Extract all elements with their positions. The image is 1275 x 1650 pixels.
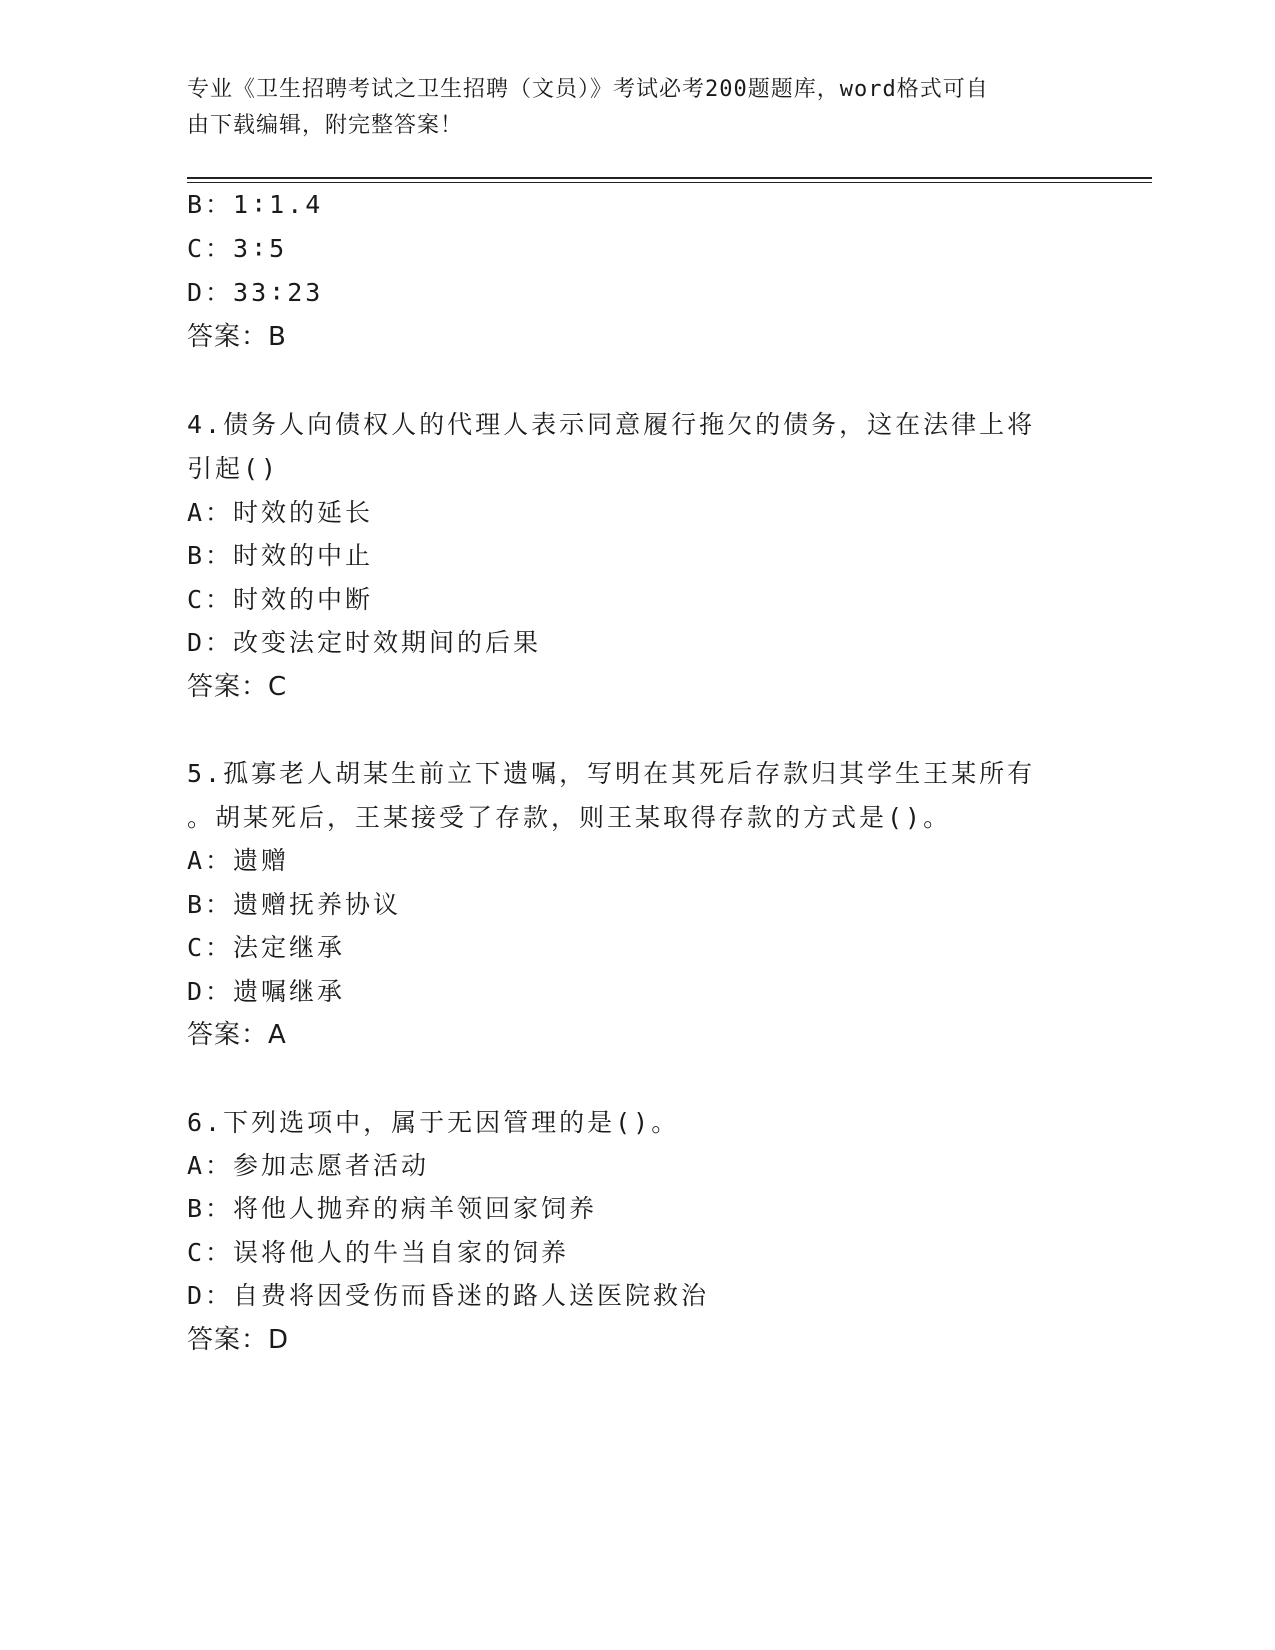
q5-answer: 答案：A (187, 1020, 287, 1050)
q4-option-b: B：时效的中止 (187, 541, 374, 570)
document-page (187, 0, 1152, 1650)
q3-answer: 答案：B (187, 322, 287, 352)
q4-stem-line-2: 引起() (187, 454, 280, 483)
document-header (187, 72, 1067, 144)
q6-option-c: C：误将他人的牛当自家的饲养 (187, 1238, 570, 1267)
q5-option-b: B：遗赠抚养协议 (187, 890, 402, 919)
q4-answer: 答案：C (187, 672, 288, 702)
q6-answer: 答案：D (187, 1325, 290, 1355)
q3-option-d: D：33∶23 (187, 278, 324, 307)
header-line-2: 由下载编辑，附完整答案！ (187, 113, 464, 138)
q4-option-c: C：时效的中断 (187, 585, 374, 614)
q4-stem-line-1: 4.债务人向债权人的代理人表示同意履行拖欠的债务，这在法律上将 (187, 410, 1036, 439)
q5-option-d: D：遗嘱继承 (187, 977, 346, 1006)
q5-stem-line-2: 。胡某死后，王某接受了存款，则王某取得存款的方式是()。 (187, 803, 952, 832)
q5-stem-line-1: 5.孤寡老人胡某生前立下遗嘱，写明在其死后存款归其学生王某所有 (187, 759, 1036, 788)
header-divider-thick (187, 177, 1152, 179)
q5-option-c: C：法定继承 (187, 933, 346, 962)
q4-option-a: A：时效的延长 (187, 498, 374, 527)
q6-stem-line-1: 6.下列选项中，属于无因管理的是()。 (187, 1108, 680, 1137)
q4-option-d: D：改变法定时效期间的后果 (187, 628, 542, 657)
header-divider-thin (187, 182, 1152, 183)
q6-option-b: B：将他人抛弃的病羊领回家饲养 (187, 1194, 598, 1223)
q6-option-a: A：参加志愿者活动 (187, 1151, 430, 1180)
q5-option-a: A：遗赠 (187, 846, 290, 875)
q3-option-b: B：1∶1.4 (187, 190, 324, 219)
q3-option-c: C：3∶5 (187, 234, 288, 263)
header-line-1: 专业《卫生招聘考试之卫生招聘（文员）》考试必考200题题库，word格式可自 (187, 77, 989, 102)
q6-option-d: D：自费将因受伤而昏迷的路人送医院救治 (187, 1281, 710, 1310)
